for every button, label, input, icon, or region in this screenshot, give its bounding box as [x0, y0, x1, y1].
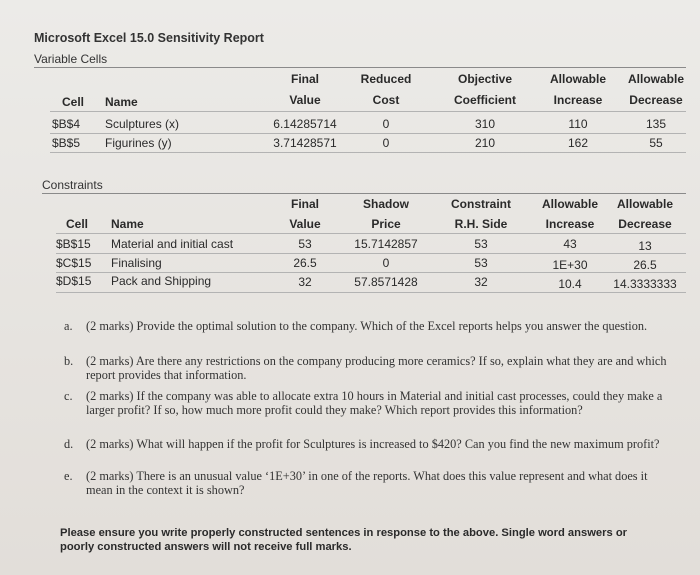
row-name: Sculptures (x) [105, 117, 180, 131]
final-value: 6.14285714 [273, 117, 337, 131]
cell-ref: $C$15 [56, 256, 92, 270]
header-coefficient: Coefficient [453, 93, 517, 107]
allowable-increase: 10.4 [558, 277, 582, 291]
header-decrease: Decrease [618, 217, 672, 231]
question-label: d. [64, 437, 74, 451]
header-value: Value [289, 93, 321, 107]
allowable-increase: 43 [563, 237, 577, 251]
header-allowable-dec: Allowable [616, 197, 674, 211]
question-c [64, 390, 676, 417]
header-increase: Increase [553, 93, 603, 107]
question-e [64, 470, 676, 497]
header-rh-side: R.H. Side [454, 217, 508, 231]
allowable-decrease: 26.5 [633, 258, 657, 272]
question-d [64, 438, 676, 452]
objective-coefficient: 310 [474, 117, 496, 131]
final-value: 3.71428571 [273, 136, 337, 150]
question-label: e. [64, 469, 73, 483]
final-value: 32 [298, 275, 312, 289]
header-increase: Increase [545, 217, 595, 231]
divider [42, 193, 686, 194]
question-label: c. [64, 389, 73, 403]
allowable-decrease: 55 [649, 136, 663, 150]
question-text: (2 marks) If the company was able to allocate extra 10 hours in Material and initial cast processes, could they make a larger profit? If so, how much more profit could they make? Which report provides this information? [86, 389, 663, 417]
question-b [64, 355, 676, 382]
row-name: Figurines (y) [105, 136, 172, 150]
header-decrease: Decrease [629, 93, 683, 107]
shadow-price: 15.7142857 [354, 237, 418, 251]
rh-side: 32 [474, 275, 488, 289]
row-name: Material and initial cast [111, 237, 234, 251]
allowable-decrease: 13 [638, 239, 652, 253]
question-text: (2 marks) What will happen if the profit for Sculptures is increased to $420? Can you find the new maximum profit? [86, 437, 660, 451]
allowable-increase: 1E+30 [552, 258, 588, 272]
header-final: Final [290, 72, 320, 86]
allowable-decrease: 135 [645, 117, 667, 131]
question-text: (2 marks) Provide the optimal solution to the company. Which of the Excel reports helps you answer the question. [86, 319, 648, 333]
header-objective: Objective [457, 72, 513, 86]
objective-coefficient: 210 [474, 136, 496, 150]
reduced-cost: 0 [382, 117, 390, 131]
header-name: Name [111, 217, 144, 231]
header-reduced: Reduced [360, 72, 412, 86]
allowable-increase: 162 [567, 136, 589, 150]
header-final: Final [290, 197, 320, 211]
header-shadow: Shadow [362, 197, 410, 211]
cell-ref: $B$4 [52, 117, 81, 131]
final-value: 26.5 [293, 256, 317, 270]
header-constraint: Constraint [451, 197, 511, 211]
header-value: Value [289, 217, 321, 231]
divider [56, 272, 686, 273]
header-cost: Cost [372, 93, 400, 107]
variable-cells-heading: Variable Cells [34, 52, 108, 66]
rh-side: 53 [474, 256, 488, 270]
divider [50, 133, 686, 134]
shadow-price: 57.8571428 [354, 275, 418, 289]
cell-ref: $B$5 [52, 136, 81, 150]
shadow-price: 0 [382, 256, 390, 270]
divider [50, 111, 686, 112]
header-allowable-inc: Allowable [541, 197, 599, 211]
question-label: b. [64, 354, 74, 368]
question-a [64, 320, 676, 334]
header-cell: Cell [66, 217, 89, 231]
reduced-cost: 0 [382, 136, 390, 150]
row-name: Finalising [111, 256, 162, 270]
row-name: Pack and Shipping [111, 274, 212, 288]
allowable-increase: 110 [568, 117, 588, 131]
allowable-decrease: 14.3333333 [613, 277, 677, 291]
instruction-note: Please ensure you write properly constructed sentences in response to the above. Single word answers or poorly constructed answers will not receive full marks. [60, 527, 628, 553]
header-allowable-dec: Allowable [627, 72, 685, 86]
header-cell: Cell [62, 95, 85, 109]
header-allowable-inc: Allowable [549, 72, 607, 86]
final-value: 53 [298, 237, 312, 251]
header-name: Name [105, 95, 138, 109]
header-price: Price [371, 217, 401, 231]
report-title: Microsoft Excel 15.0 Sensitivity Report [34, 31, 264, 45]
cell-ref: $D$15 [56, 274, 92, 288]
divider [34, 67, 686, 68]
divider [56, 233, 686, 234]
constraints-heading: Constraints [42, 178, 103, 192]
question-text: (2 marks) There is an unusual value ‘1E+30’ in one of the reports. What does this value represent and what does it mean in the context it is shown? [86, 469, 648, 497]
rh-side: 53 [474, 237, 488, 251]
divider [56, 253, 686, 254]
cell-ref: $B$15 [56, 237, 91, 251]
question-text: (2 marks) Are there any restrictions on the company producing more ceramics? If so, explain what they are and which report provides that information. [86, 354, 667, 382]
divider [50, 152, 686, 153]
question-label: a. [64, 319, 73, 333]
divider [56, 292, 686, 293]
